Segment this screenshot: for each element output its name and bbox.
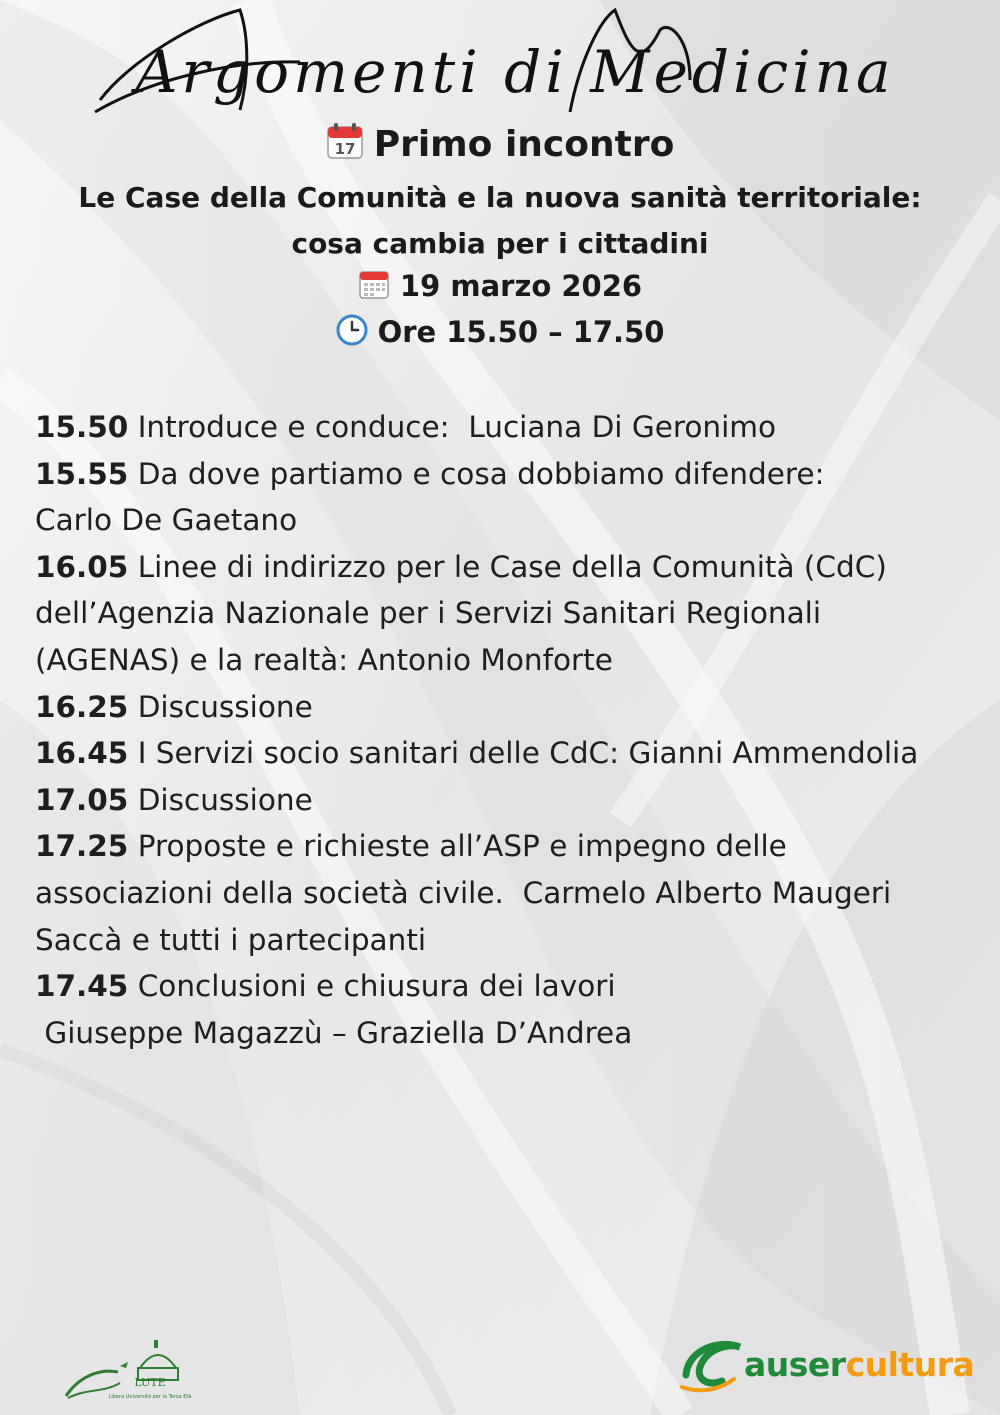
- program-time: 17.25: [35, 829, 129, 864]
- program-line: [35, 823, 975, 870]
- program-text: Proposte e richieste all’ASP e impegno delle: [128, 829, 787, 864]
- program-line: [35, 404, 975, 451]
- program-line: [35, 963, 975, 1010]
- program-text: Discussione: [128, 689, 313, 724]
- program-line: [35, 544, 975, 591]
- auser-logo-part2: cultura: [845, 1345, 975, 1384]
- program-time: 16.05: [35, 549, 129, 584]
- program-line: [35, 730, 975, 777]
- topic-line-1: Le Case della Comunità e la nuova sanità territoriale:: [78, 181, 922, 214]
- date-text: 19 marzo 2026: [399, 269, 643, 303]
- topic-line-2: cosa cambia per i cittadini: [291, 227, 709, 260]
- svg-text:17: 17: [334, 140, 356, 158]
- program-line: [35, 637, 975, 684]
- program-text: (AGENAS) e la realtà: Antonio Monforte: [35, 642, 613, 677]
- lute-logo: [58, 1338, 198, 1404]
- program-time: 16.25: [35, 689, 129, 724]
- program-time: 15.50: [35, 410, 129, 444]
- program-time: 17.05: [35, 782, 129, 817]
- program-text: Conclusioni e chiusura dei lavori: [128, 969, 616, 1004]
- program-line: [35, 684, 975, 731]
- title-text: Argomenti di Medicina: [135, 38, 895, 106]
- program-text: Carlo De Gaetano: [35, 503, 298, 538]
- program-time: 15.55: [35, 456, 129, 491]
- program-text: I Servizi socio sanitari delle CdC: Gianni Ammendolia: [128, 736, 919, 771]
- calendar-icon: [326, 122, 364, 160]
- topic-title: [0, 175, 1000, 267]
- program-time: 16.45: [35, 736, 129, 771]
- program-line: [35, 590, 975, 637]
- program-text: dell’Agenzia Nazionale per i Servizi Sanitari Regionali: [35, 596, 822, 631]
- lute-logo-text: LUTE: [134, 1376, 166, 1389]
- program-line: [35, 451, 975, 498]
- program-text: Saccà e tutti i partecipanti: [35, 922, 427, 957]
- title-argomenti-di-medicina: [0, 0, 1000, 125]
- program-line: [35, 1010, 975, 1057]
- program-line: [35, 870, 975, 917]
- program-line: [35, 497, 975, 544]
- auser-cultura-logo: [678, 1335, 973, 1395]
- lute-logo-subtext: Libera Università per la Terza Età: [108, 1394, 192, 1400]
- program-text: Da dove partiamo e cosa dobbiamo difendere:: [128, 456, 825, 491]
- time-text: Ore 15.50 – 17.50: [377, 315, 665, 349]
- auser-logo-part1: auser: [744, 1345, 846, 1384]
- program-time: 17.45: [35, 969, 129, 1004]
- auser-swoosh-icon: [678, 1335, 748, 1395]
- program-text: associazioni della società civile. Carmelo Alberto Maugeri: [35, 875, 892, 910]
- program-list: [35, 404, 975, 1056]
- program-text: Giuseppe Magazzù – Graziella D’Andrea: [35, 1015, 633, 1050]
- subtitle-primo-incontro: [0, 122, 1000, 165]
- clock-icon: [336, 314, 368, 346]
- event-date: [0, 268, 1000, 303]
- program-line: [35, 777, 975, 824]
- calendar-icon: [358, 268, 390, 300]
- event-time: [0, 314, 1000, 349]
- subtitle-text: Primo incontro: [373, 124, 675, 165]
- program-text: Linee di indirizzo per le Case della Comunità (CdC): [128, 549, 887, 584]
- program-text: Introduce e conduce: Luciana Di Geronimo: [128, 410, 777, 444]
- program-text: Discussione: [128, 782, 313, 817]
- program-line: [35, 917, 975, 964]
